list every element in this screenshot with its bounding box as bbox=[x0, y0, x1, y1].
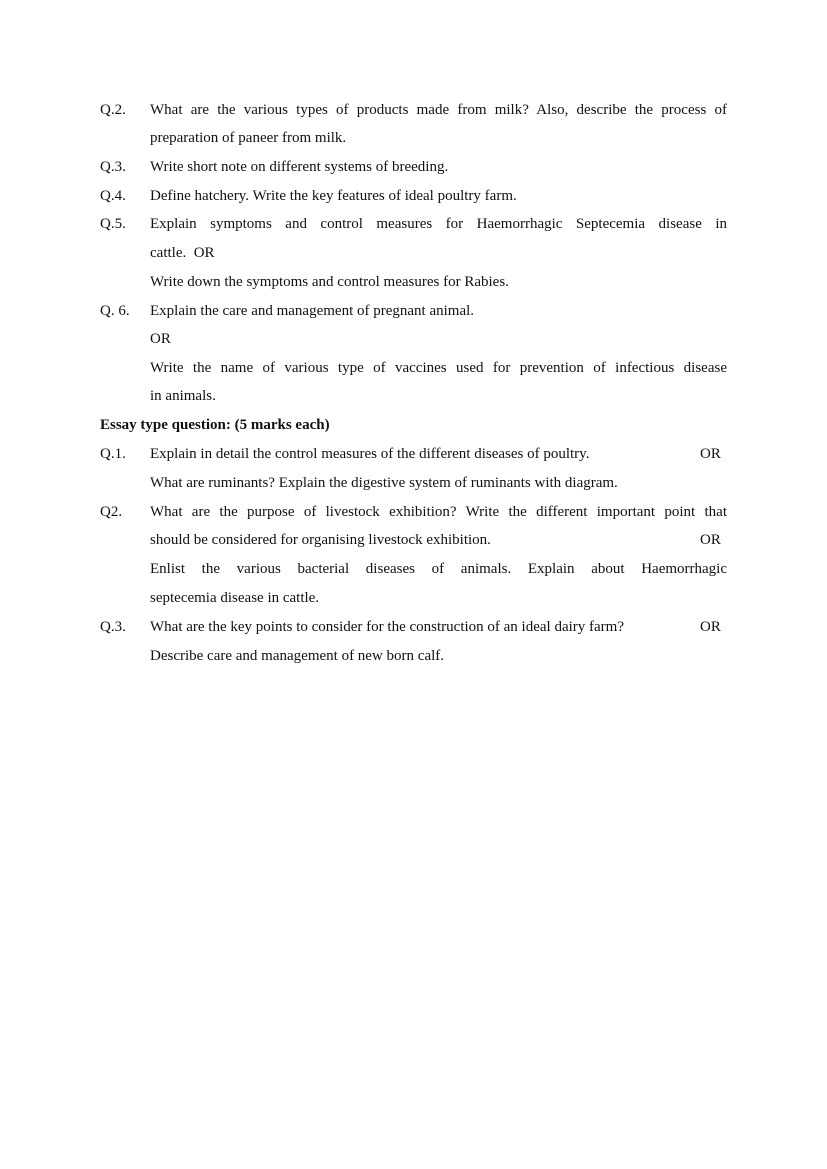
question-text: What are ruminants? Explain the digestive system of ruminants with diagram. bbox=[150, 475, 618, 491]
question-text: Enlist the various bacterial diseases of animals. Explain about Haemorrhagic bbox=[150, 561, 727, 577]
question-line bbox=[0, 646, 827, 666]
question-text: Explain symptoms and control measures for Haemorrhagic Septecemia disease in bbox=[150, 216, 727, 232]
question-text: Define hatchery. Write the key features of ideal poultry farm. bbox=[150, 188, 517, 204]
or-text: OR bbox=[150, 331, 171, 347]
question-number: Q.3. bbox=[100, 619, 126, 635]
question-number: Q2. bbox=[100, 504, 123, 520]
or-text: OR bbox=[700, 619, 721, 635]
question-text: Explain the care and management of pregnant animal. bbox=[150, 303, 475, 319]
question-text: What are the various types of products made from milk? Also, describe the process of bbox=[150, 102, 727, 118]
question-line bbox=[0, 588, 827, 608]
question-text: What are the purpose of livestock exhibition? Write the different important point that bbox=[150, 504, 727, 520]
question-text: Write short note on different systems of breeding. bbox=[150, 159, 449, 175]
question-text: preparation of paneer from milk. bbox=[150, 130, 347, 146]
question-line bbox=[0, 329, 827, 349]
question-number: Q. 6. bbox=[100, 303, 130, 319]
question-line bbox=[0, 559, 827, 579]
question-text: cattle. OR bbox=[150, 245, 215, 261]
question-line bbox=[0, 301, 827, 321]
question-line bbox=[0, 358, 827, 378]
question-line bbox=[0, 157, 827, 177]
question-line bbox=[0, 100, 827, 120]
or-text: OR bbox=[700, 532, 721, 548]
question-line bbox=[0, 473, 827, 493]
question-number: Q.5. bbox=[100, 216, 126, 232]
question-line bbox=[0, 243, 827, 263]
question-line bbox=[0, 502, 827, 522]
question-line bbox=[0, 617, 827, 637]
question-line bbox=[0, 214, 827, 234]
question-line bbox=[0, 186, 827, 206]
question-number: Q.1. bbox=[100, 446, 126, 462]
question-text: Write the name of various type of vaccines used for prevention of infectious disease bbox=[150, 360, 727, 376]
question-text: What are the key points to consider for the construction of an ideal dairy farm? bbox=[150, 619, 624, 635]
question-number: Q.4. bbox=[100, 188, 126, 204]
question-text: should be considered for organising livestock exhibition. bbox=[150, 532, 491, 548]
question-number: Q.3. bbox=[100, 159, 126, 175]
section-heading: Essay type question: (5 marks each) bbox=[100, 417, 330, 433]
question-line bbox=[0, 530, 827, 550]
question-text: septecemia disease in cattle. bbox=[150, 590, 320, 606]
or-text: OR bbox=[700, 446, 721, 462]
question-text: Write down the symptoms and control measures for Rabies. bbox=[150, 274, 509, 290]
question-line bbox=[0, 444, 827, 464]
question-text: Describe care and management of new born calf. bbox=[150, 648, 445, 664]
question-number: Q.2. bbox=[100, 102, 126, 118]
section-heading-line bbox=[0, 415, 827, 435]
question-text: in animals. bbox=[150, 388, 216, 404]
question-line bbox=[0, 128, 827, 148]
question-line bbox=[0, 386, 827, 406]
question-text: Explain in detail the control measures of the different diseases of poultry. bbox=[150, 446, 590, 462]
question-line bbox=[0, 272, 827, 292]
